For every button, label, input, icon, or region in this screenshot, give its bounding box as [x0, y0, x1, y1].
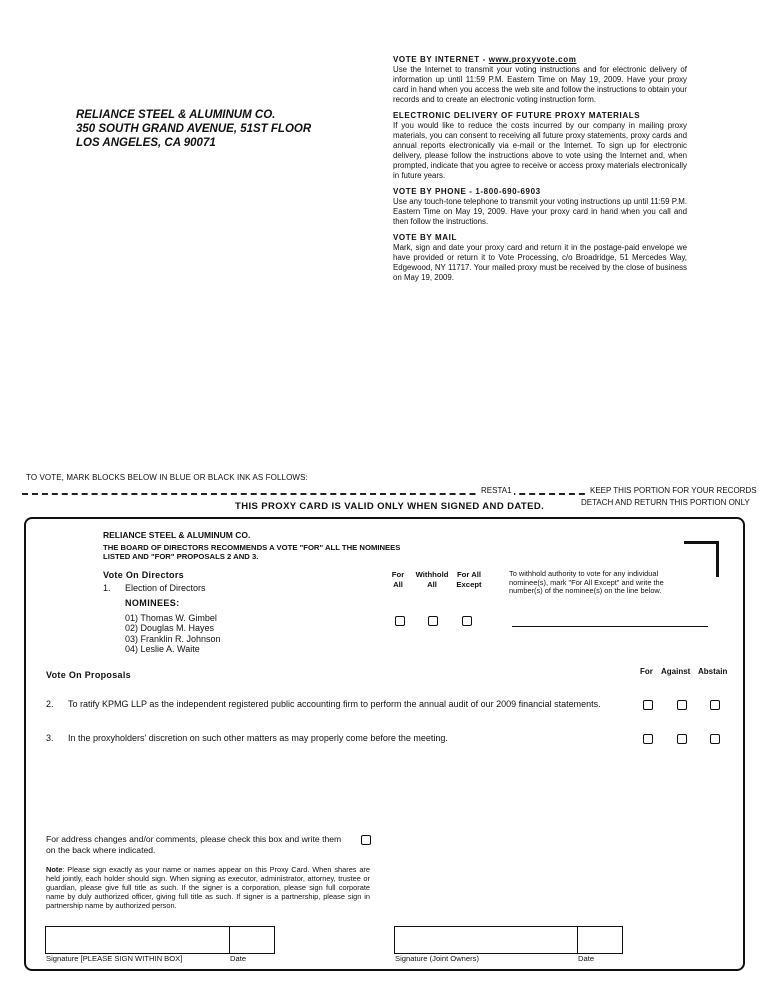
joint-signature-box[interactable] — [394, 926, 578, 954]
mail-heading: VOTE BY MAIL — [393, 233, 457, 242]
election-number: 1. — [103, 583, 111, 593]
board-recommendation: THE BOARD OF DIRECTORS RECOMMENDS A VOTE "FOR" ALL THE NOMINEES LISTED AND "FOR" PROPOSALS 2 AND 3. — [103, 543, 401, 561]
nominee: 04) Leslie A. Waite — [125, 643, 200, 654]
phone-text: Use any touch-tone telephone to transmit your voting instructions up until 11:59 P.M. Eastern Time on May 19, 2009. Have your proxy card in hand when you call and then follow the instructions. — [393, 197, 687, 226]
phone-section — [393, 187, 687, 227]
proposal-3-abstain-checkbox[interactable] — [710, 734, 720, 744]
vote-directors-heading: Vote On Directors — [103, 570, 184, 580]
to-vote-instruction: TO VOTE, MARK BLOCKS BELOW IN BLUE OR BLACK INK AS FOLLOWS: — [26, 473, 308, 482]
address-line: RELIANCE STEEL & ALUMINUM CO. — [76, 109, 276, 121]
internet-heading: VOTE BY INTERNET - www.proxyvote.com — [393, 55, 577, 64]
validity-notice: THIS PROXY CARD IS VALID ONLY WHEN SIGNED AND DATED. — [235, 501, 545, 512]
election-label: Election of Directors — [125, 583, 206, 593]
electronic-section — [393, 111, 687, 181]
proposal-text: To ratify KPMG LLP as the independent registered public accounting firm to perform the annual audit of our 2009 financial statements. — [68, 699, 601, 709]
date-label: Date — [230, 954, 247, 963]
col-withhold-all: Withhold All — [415, 570, 449, 589]
col-for-all: For All — [391, 570, 405, 589]
internet-text: Use the Internet to transmit your voting instructions and for electronic delivery of information up until 11:59 P.M. Eastern Time on May 19, 2009. Have your proxy card in hand when you access the web site and follow the instructions to obtain your records and to create an electronic voting instruction form. — [393, 65, 687, 104]
proposal-2-for-checkbox[interactable] — [643, 700, 653, 710]
proposal-3-for-checkbox[interactable] — [643, 734, 653, 744]
electronic-text: If you would like to reduce the costs incurred by our company in mailing proxy materials, you can consent to receiving all future proxy statements, proxy cards and annual reports electronically via e-mail or the Internet. To sign up for electronic delivery, please follow the instructions above to vote using the Internet and, when prompted, indicate that you agree to receive or access proxy materials electronically in future years. — [393, 121, 687, 180]
nominee: 03) Franklin R. Johnson — [125, 633, 221, 644]
for-all-checkbox[interactable] — [395, 616, 405, 626]
col-abstain: Abstain — [698, 667, 728, 676]
date-box[interactable] — [229, 926, 275, 954]
electronic-heading: ELECTRONIC DELIVERY OF FUTURE PROXY MATERIALS — [393, 111, 641, 120]
nominees-heading: NOMINEES: — [125, 598, 180, 608]
nominee-list — [125, 613, 221, 654]
signature-label: Signature [PLEASE SIGN WITHIN BOX] — [46, 954, 183, 963]
proposal-2 — [46, 699, 636, 723]
address-line: 350 SOUTH GRAND AVENUE, 51ST FLOOR — [76, 123, 312, 135]
col-for-all-except: For All Except — [456, 570, 482, 589]
col-against: Against — [661, 667, 691, 676]
keep-portion-label: KEEP THIS PORTION FOR YOUR RECORDS — [590, 486, 757, 495]
joint-date-box[interactable] — [577, 926, 623, 954]
company-address — [76, 108, 311, 150]
detach-label: DETACH AND RETURN THIS PORTION ONLY — [581, 498, 750, 507]
card-company-name: RELIANCE STEEL & ALUMINUM CO. — [103, 530, 251, 540]
corner-mark — [684, 541, 719, 544]
signature-box[interactable] — [45, 926, 230, 954]
nominee: 01) Thomas W. Gimbel — [125, 613, 217, 623]
proposal-number: 2. — [46, 699, 54, 709]
col-for: For — [640, 667, 653, 676]
vote-proposals-heading: Vote On Proposals — [46, 670, 131, 680]
mail-text: Mark, sign and date your proxy card and return it in the postage-paid envelope we have provided or return it to Vote Processing, c/o Broadridge, 51 Mercedes Way, Edgewood, NY 11717. Your mailed proxy must be received by the close of business on May 19, 2009. — [393, 243, 687, 282]
signing-note — [46, 866, 370, 911]
election-item — [103, 583, 206, 593]
mail-section — [393, 233, 687, 283]
address-line: LOS ANGELES, CA 90071 — [76, 137, 216, 149]
nominee: 02) Douglas M. Hayes — [125, 623, 215, 634]
internet-section — [393, 55, 687, 105]
withhold-note: To withhold authority to vote for any individual nominee(s), mark "For All Except" and write the number(s) of the nominee(s) on the line below. — [509, 569, 664, 596]
corner-mark — [716, 541, 719, 577]
phone-heading: VOTE BY PHONE - 1-800-690-6903 — [393, 187, 541, 196]
proposal-3 — [46, 733, 636, 745]
proxyvote-link[interactable]: www.proxyvote.com — [488, 55, 577, 64]
joint-signature-label: Signature (Joint Owners) — [395, 954, 479, 963]
for-all-except-checkbox[interactable] — [462, 616, 472, 626]
joint-date-label: Date — [578, 954, 595, 963]
nominee-number-line[interactable] — [512, 626, 708, 627]
card-code: RESTA1 — [481, 486, 512, 495]
address-change-checkbox[interactable] — [361, 835, 371, 845]
proposal-number: 3. — [46, 733, 54, 743]
address-change-text: For address changes and/or comments, please check this box and write them on the back where indicated. — [46, 834, 342, 855]
note-label: Note — [46, 865, 63, 874]
proposal-2-abstain-checkbox[interactable] — [710, 700, 720, 710]
withhold-all-checkbox[interactable] — [428, 616, 438, 626]
voting-instructions — [393, 55, 687, 289]
proposal-3-against-checkbox[interactable] — [677, 734, 687, 744]
note-text: : Please sign exactly as your name or names appear on this Proxy Card. When shares are held jointly, each holder should sign. When signing as executor, administrator, attorney, trustee or guardian, please give full title as such. If the signer is a corporation, please sign full corporate name by duly authorized officer, giving full title as such. If signer is a partnership, please sign in partnership name by authorized person. — [46, 865, 370, 910]
proposal-text: In the proxyholders' discretion on such other matters as may properly come before the meeting. — [68, 733, 448, 743]
proposal-2-against-checkbox[interactable] — [677, 700, 687, 710]
